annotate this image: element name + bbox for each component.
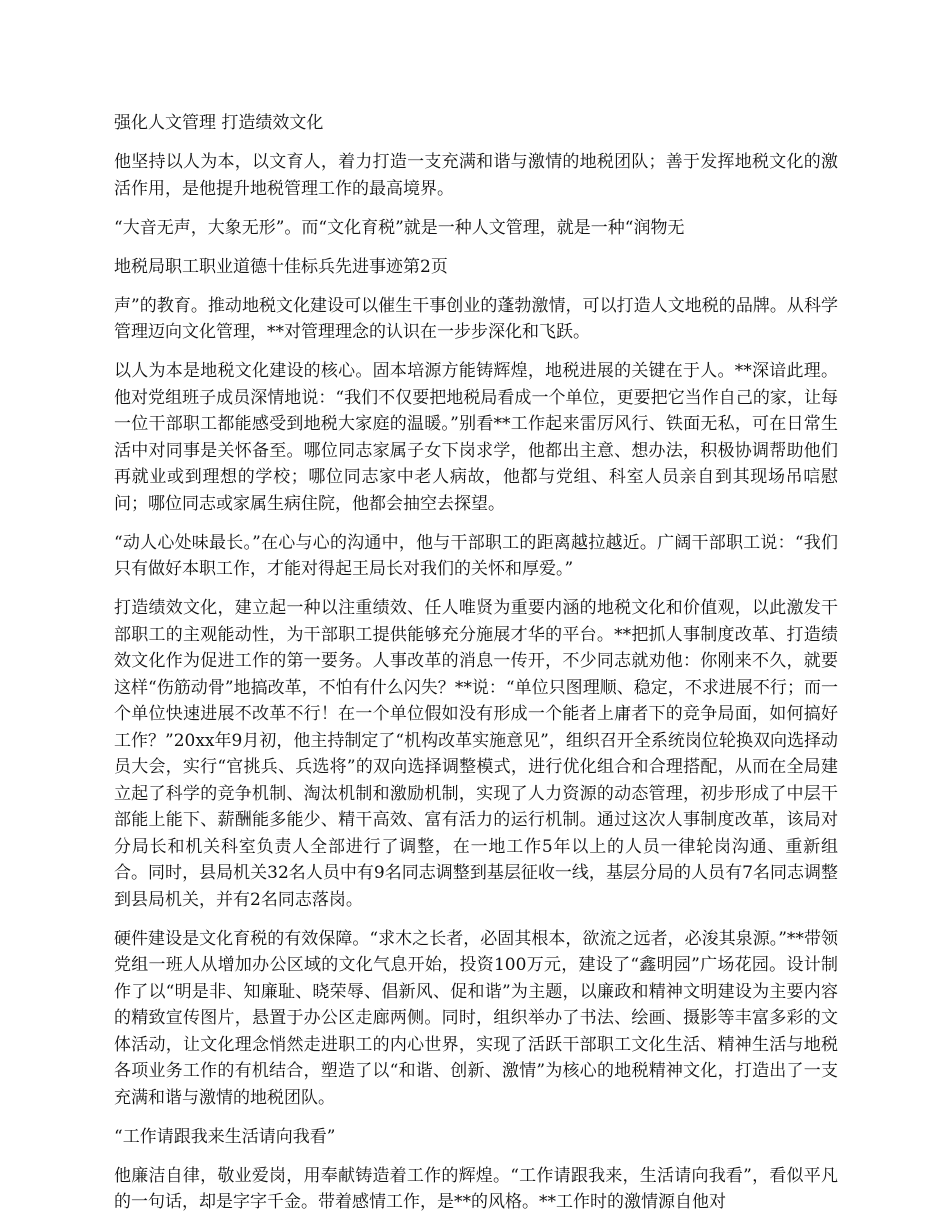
document-page bbox=[114, 110, 838, 1228]
paragraph-performance-culture: 打造绩效文化，建立起一种以注重绩效、任人唯贤为重要内涵的地税文化和价值观，以此激发干部职工的主观能动性，为干部职工提供能够充分施展才华的平台。**把抓人事制度改革、打造绩效文化作为促进工作的第一要务。人事改革的消息一传开，不少同志就劝他：你刚来不久，就要这样“伤筋动骨”地搞改革，不怕有什么闪失？**说：“单位只图理顺、稳定，不求进展不行；而一个单位快速进展不改革不行！在一个单位假如没有形成一个能者上庸者下的竞争局面，如何搞好工作？”20xx年9月初，他主持制定了“机构改革实施意见”，组织召开全系统岗位轮换双向选择动员大会，实行“官挑兵、兵选将”的双向选择调整模式，进行优化组合和合理搭配，从而在全局建立起了科学的竞争机制、淘汰机制和激励机制，实现了人力资源的动态管理，初步形成了中层干部能上能下、薪酬能多能少、精干高效、富有活力的运行机制。通过这次人事制度改革，该局对分局长和机关科室负责人全部进行了调整，在一地工作5年以上的人员一律轮岗沟通、重新组合。同时，县局机关32名人员中有9名同志调整到基层征收一线，基层分局的人员有7名同志调整到县局机关，并有2名同志落岗。 bbox=[114, 598, 838, 910]
paragraph-people-oriented: 以人为本是地税文化建设的核心。固本培源方能铸辉煌，地税进展的关键在于人。**深谙此理。他对党组班子成员深情地说：“我们不仅要把地税局看成一个单位，更要把它当作自己的家，让每一位干部职工都能感受到地税大家庭的温暖。”别看**工作起来雷厉风行、铁面无私，可在日常生活中对同事是关怀备至。哪位同志家属子女下岗求学，他都出主意、想办法，积极协调帮助他们再就业或到理想的学校；哪位同志家中老人病故，他都与党组、科室人员亲自到其现场吊唁慰问；哪位同志或家属生病住院，他都会抽空去探望。 bbox=[114, 361, 838, 514]
section-heading-follow-me: “工作请跟我来生活请向我看” bbox=[114, 1126, 336, 1147]
paragraph-intro: 他坚持以人为本，以文育人，着力打造一支充满和谐与激情的地税团队；善于发挥地税文化的激活作用，是他提升地税管理工作的最高境界。 bbox=[114, 152, 838, 199]
paragraph-culture-education: 声”的教育。推动地税文化建设可以催生干事创业的蓬勃激情，可以打造人文地税的品牌。从科学管理迈向文化管理，**对管理理念的认识在一步步深化和飞跃。 bbox=[114, 295, 838, 342]
paragraph-heart-communication: “动人心处味最长。”在心与心的沟通中，他与干部职工的距离越拉越近。广阔干部职工说：“我们只有做好本职工作，才能对得起王局长对我们的关怀和厚爱。” bbox=[114, 532, 838, 579]
page-title-line: 地税局职工职业道德十佳标兵先进事迹第2页 bbox=[114, 256, 448, 277]
paragraph-hardware-construction: 硬件建设是文化育税的有效保障。“求木之长者，必固其根本，欲流之远者，必浚其泉源。”**带领党组一班人从增加办公区域的文化气息开始，投资100万元，建设了“鑫明园”广场花园。设计制作了以“明是非、知廉耻、晓荣辱、倡新风、促和谐”为主题，以廉政和精神文明建设为主要内容的精致宣传图片，悬置于办公区走廊两侧。同时，组织举办了书法、绘画、摄影等丰富多彩的文体活动，让文化理念悄然走进职工的内心世界，实现了活跃干部职工文化生活、精神生活与地税各项业务工作的有机结合，塑造了以“和谐、创新、激情”为核心的地税精神文化，打造出了一支充满和谐与激情的地税团队。 bbox=[114, 928, 838, 1108]
paragraph-culture-quote: “大音无声，大象无形”。而“文化育税”就是一种人文管理，就是一种“润物无 bbox=[114, 217, 685, 238]
paragraph-dedication: 他廉洁自律，敬业爱岗，用奉献铸造着工作的辉煌。“工作请跟我来，生活请向我看”，看似平凡的一句话，却是字字千金。带着感情工作，是**的风格。**工作时的激情源自他对 bbox=[114, 1165, 838, 1212]
section-heading-humanistic-management: 强化人文管理 打造绩效文化 bbox=[114, 113, 324, 133]
